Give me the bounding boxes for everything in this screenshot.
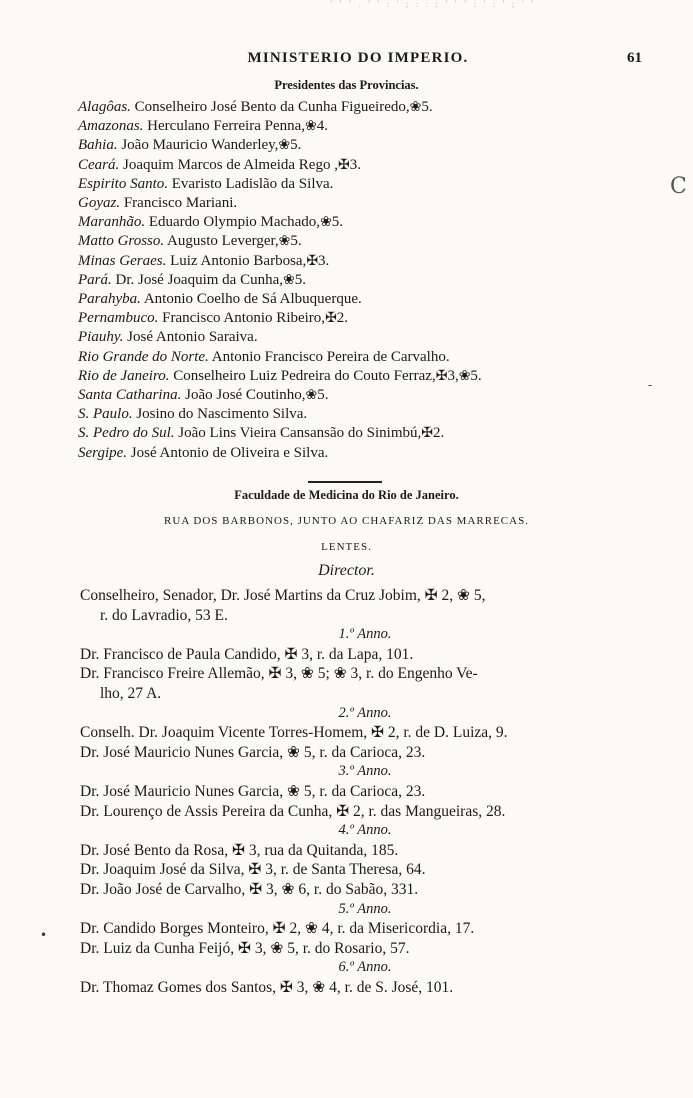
province-name: Ceará. [78, 156, 120, 173]
order-rose-icon: ❀ [305, 119, 317, 135]
margin-dot: • [40, 928, 48, 942]
province-name: Piauhy. [78, 329, 124, 346]
faculty-entry: Conselh. Dr. Joaquim Vicente Torres-Homem, ✠ 2, r. de D. Luiza, 9. [80, 724, 508, 742]
province-row [78, 213, 658, 232]
president-name: João Lins Vieira Cansansão do Sinimbú, [174, 425, 422, 442]
year-heading: 4.º Anno. [338, 822, 392, 839]
year-heading: 3.º Anno. [338, 763, 392, 780]
order-grade: 3. [349, 156, 361, 173]
faculty-entry: Dr. Francisco de Paula Candido, ✠ 3, r. da Lapa, 101. [80, 645, 414, 663]
year-heading: 6.º Anno. [338, 959, 392, 976]
order-cross-icon: ✠ [325, 311, 337, 327]
president-name: Joaquim Marcos de Almeida Rego , [119, 156, 338, 173]
president-name: Herculano Ferreira Penna, [143, 118, 306, 135]
section-divider [308, 481, 382, 483]
province-name: Rio de Janeiro. [78, 367, 170, 384]
province-name: S. Pedro do Sul. [78, 425, 175, 442]
province-name: Pernambuco. [78, 310, 159, 327]
president-name: José Antonio de Oliveira e Silva. [127, 444, 329, 461]
province-row [78, 194, 658, 213]
order-grade: 3, [447, 367, 459, 384]
province-name: S. Paulo. [78, 406, 133, 423]
province-row [78, 175, 658, 194]
order-rose-icon: ❀ [458, 368, 471, 384]
president-name: Antonio Francisco Pereira de Carvalho. [208, 348, 450, 365]
year-heading: 5.º Anno. [338, 900, 392, 917]
running-header [78, 50, 642, 72]
order-rose-icon: ❀ [409, 100, 422, 115]
province-row [78, 386, 658, 405]
faculty-address: RUA DOS BARBONOS, JUNTO AO CHAFARIZ DAS MARRECAS. [164, 515, 529, 527]
margin-dot: - [648, 378, 653, 392]
president-name: Conselheiro Luiz Pedreira do Couto Ferraz, [169, 367, 436, 384]
president-name: João Mauricio Wanderley, [117, 137, 279, 154]
faculty-entry: lho, 27 A. [100, 684, 162, 702]
province-row [78, 156, 658, 175]
province-row [78, 348, 658, 367]
faculty-entry: Dr. Candido Borges Monteiro, ✠ 2, ❀ 4, r. da Misericordia, 17. [80, 920, 475, 938]
president-name: Conselheiro José Bento da Cunha Figueiredo, [130, 99, 410, 115]
province-name: Bahia. [78, 137, 118, 154]
president-name: Luiz Antonio Barbosa, [166, 252, 307, 269]
province-row [78, 309, 658, 328]
page-title: MINISTERIO DO IMPERIO. [247, 50, 469, 66]
order-grade: 5. [331, 214, 344, 231]
order-grade: 3. [318, 252, 330, 269]
faculty-entry: Dr. Thomaz Gomes dos Santos, ✠ 3, ❀ 4, r. de S. José, 101. [80, 978, 454, 996]
order-cross-icon: ✠ [435, 368, 448, 384]
faculty-entry: Dr. Luiz da Cunha Feijó, ✠ 3, ❀ 5, r. do Rosario, 57. [80, 939, 410, 957]
order-grade: 5. [294, 271, 306, 288]
province-row [78, 252, 658, 271]
province-row [78, 424, 658, 443]
order-cross-icon: ✠ [337, 157, 350, 173]
faculty-entry: Dr. Lourenço de Assis Pereira da Cunha, ✠ 2, r. das Mangueiras, 28. [80, 802, 506, 820]
province-row [78, 232, 658, 251]
province-name: Goyaz. [78, 195, 121, 212]
province-name: Matto Grosso. [78, 233, 165, 250]
president-name: Josino do Nascimento Silva. [132, 406, 308, 423]
order-rose-icon: ❀ [278, 234, 291, 250]
province-row [78, 405, 658, 424]
president-name: José Antonio Saraiva. [123, 329, 258, 346]
year-heading: 2.º Anno. [338, 704, 392, 721]
province-name: Amazonas. [78, 118, 144, 135]
province-name: Santa Catharina. [78, 387, 182, 404]
faculty-list [80, 586, 650, 997]
faculty-heading: Faculdade de Medicina do Rio de Janeiro. [234, 488, 459, 502]
province-name: Parahyba. [78, 291, 141, 308]
order-rose-icon: ❀ [278, 138, 291, 154]
province-row [78, 444, 658, 463]
province-name: Rio Grande do Norte. [78, 348, 209, 365]
president-name: Evaristo Ladislão da Silva. [168, 175, 334, 192]
faculty-entry: Dr. José Mauricio Nunes Garcia, ❀ 5, r. da Carioca, 23. [80, 743, 426, 761]
president-name: Francisco Antonio Ribeiro, [158, 310, 326, 327]
president-name: Eduardo Olympio Machado, [145, 214, 321, 231]
president-name: Antonio Coelho de Sá Albuquerque. [140, 291, 362, 308]
province-name: Pará. [78, 271, 112, 288]
order-grade: 5. [421, 99, 433, 115]
order-cross-icon: ✠ [421, 426, 433, 442]
order-grade: 5. [290, 233, 302, 250]
provinces-heading: Presidentes das Provincias. [274, 78, 419, 92]
president-name: Augusto Leverger, [164, 233, 279, 250]
province-name: Espirito Santo. [78, 175, 169, 192]
president-name: João José Coutinho, [181, 387, 306, 404]
province-row [78, 117, 658, 136]
province-row [78, 136, 658, 155]
province-row [78, 328, 658, 347]
province-name: Maranhão. [78, 214, 146, 231]
president-name: Dr. José Joaquim da Cunha, [111, 271, 283, 288]
margin-mark: C [670, 174, 687, 199]
order-grade: 5. [470, 367, 482, 384]
order-grade: 5. [317, 387, 329, 404]
faculty-entry: Dr. João José de Carvalho, ✠ 3, ❀ 6, r. do Sabão, 331. [80, 880, 419, 898]
order-grade: 5. [290, 137, 302, 154]
order-rose-icon: ❀ [305, 388, 318, 404]
bleed-through-text: ' ' ' . ' ' : ' ; : : ; ' ' ' : ' : ' ; ' ' [330, 0, 536, 10]
faculty-entry: Dr. Francisco Freire Allemão, ✠ 3, ❀ 5; ❀ 3, r. do Engenho Ve- [80, 665, 478, 683]
president-name: Francisco Mariani. [120, 195, 238, 212]
faculty-entry: Conselheiro, Senador, Dr. José Martins da Cruz Jobim, ✠ 2, ❀ 5, [80, 587, 486, 604]
faculty-entry: Dr. José Mauricio Nunes Garcia, ❀ 5, r. da Carioca, 23. [80, 782, 426, 800]
province-row [78, 367, 658, 386]
province-row [78, 271, 658, 290]
order-grade: 2. [336, 310, 349, 327]
order-grade: 4. [316, 118, 329, 135]
order-rose-icon: ❀ [282, 272, 295, 288]
province-name: Alagôas. [78, 99, 131, 115]
faculty-entry: Dr. Joaquim José da Silva, ✠ 3, r. de Santa Theresa, 64. [80, 861, 426, 879]
province-name: Sergipe. [78, 444, 128, 461]
lentes-heading: LENTES. [321, 541, 372, 553]
faculty-entry: r. do Lavradio, 53 E. [100, 606, 228, 624]
order-cross-icon: ✠ [306, 253, 319, 269]
order-grade: 2. [432, 425, 445, 442]
page-number: 61 [627, 50, 642, 66]
province-row [78, 290, 658, 309]
year-heading: 1.º Anno. [338, 626, 392, 643]
faculty-entry: Dr. José Bento da Rosa, ✠ 3, rua da Quitanda, 185. [80, 841, 399, 859]
province-name: Minas Geraes. [78, 252, 167, 269]
director-heading: Director. [318, 562, 375, 579]
province-row [78, 98, 658, 117]
provinces-list [78, 98, 658, 463]
order-rose-icon: ❀ [320, 215, 332, 231]
